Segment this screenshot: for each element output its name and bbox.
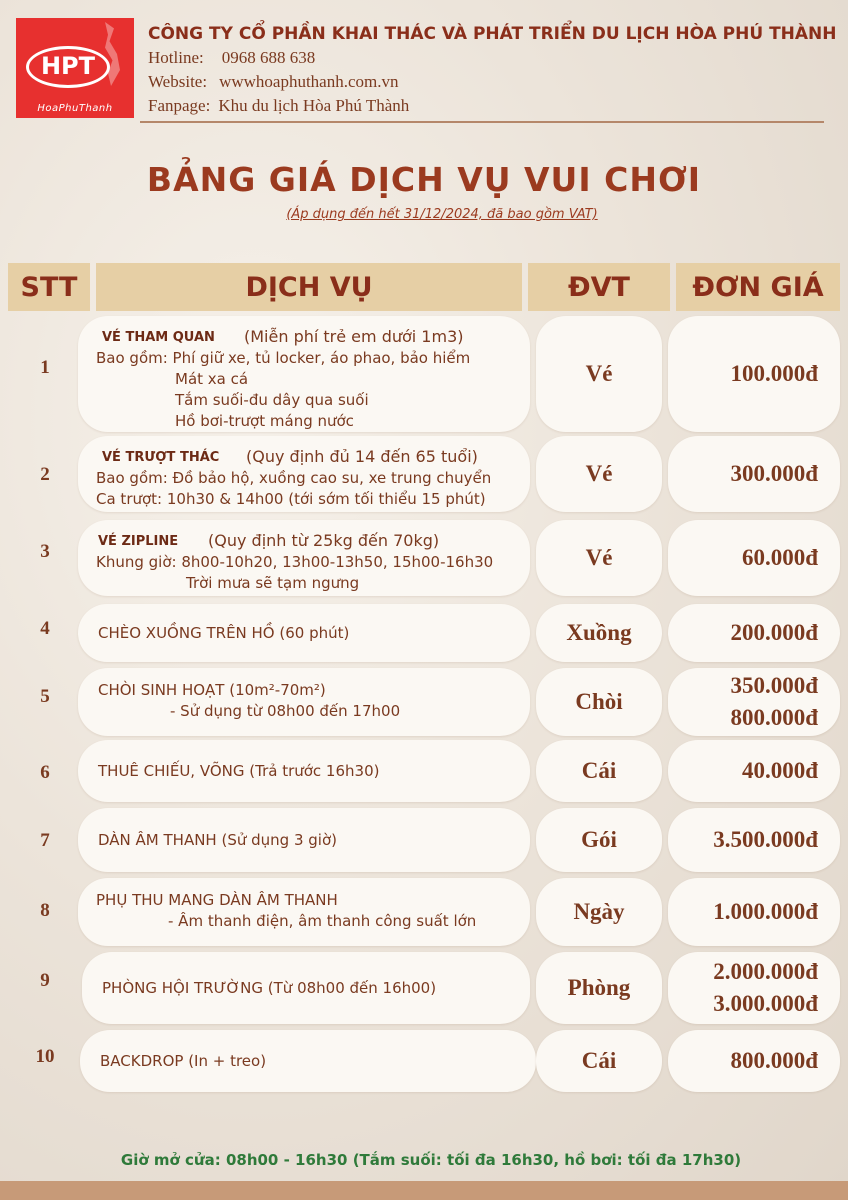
price-value: 350.000đ [730,673,818,698]
column-header-service: DỊCH VỤ [96,263,522,311]
hotline-line [148,48,315,68]
fanpage-label: Fanpage: [148,96,211,115]
unit-cell: Vé [536,520,662,596]
unit-cell: Vé [536,436,662,512]
price-cell [668,436,840,512]
service-detail: PHỤ THU MANG DÀN ÂM THANH [96,891,338,909]
service-cell [78,604,530,662]
service-detail: Hồ bơi-trượt máng nước [175,412,354,430]
service-detail: DÀN ÂM THANH (Sử dụng 3 giờ) [98,830,337,849]
unit-cell: Phòng [536,952,662,1024]
service-note: (Miễn phí trẻ em dưới 1m3) [244,327,464,346]
price-value: 3.000.000đ [713,991,818,1016]
price-value: 3.500.000đ [713,827,818,852]
logo-text: HPT [40,52,96,80]
price-value: 800.000đ [730,705,818,730]
service-cell [78,520,530,596]
row-number: 9 [40,970,50,991]
price-cell [668,668,840,736]
row-number: 4 [40,618,50,639]
price-value: 800.000đ [730,1048,818,1073]
price-value: 1.000.000đ [713,899,818,924]
service-cell [82,952,530,1024]
price-cell [668,1030,840,1092]
price-cell [668,808,840,872]
row-number: 3 [40,541,50,562]
service-cell [78,878,530,946]
service-cell [78,436,530,512]
service-detail: CHÒI SINH HOẠT (10m²-70m²) [98,681,326,699]
service-cell [78,668,530,736]
opening-hours: Giờ mở cửa: 08h00 - 16h30 (Tắm suối: tối đa 16h30, hồ bơi: tối đa 17h30) [120,1151,742,1169]
website-line [148,72,398,92]
price-value: 60.000đ [741,545,818,570]
unit-cell: Xuồng [536,604,662,662]
website-link[interactable]: wwwhoaphuthanh.com.vn [219,72,399,91]
bottom-bar [0,1181,848,1200]
price-cell [668,740,840,802]
page-title: BẢNG GIÁ DỊCH VỤ VUI CHƠI [146,160,702,199]
column-header-unit: ĐVT [528,263,670,311]
service-cell [80,1030,536,1092]
row-number: 10 [35,1046,55,1067]
service-detail: Ca trượt: 10h30 & 14h00 (tới sớm tối thiểu 15 phút) [96,490,486,508]
service-detail: BACKDROP (In + treo) [100,1051,267,1070]
service-note: (Quy định đủ 14 đến 65 tuổi) [246,447,478,466]
service-detail: Mát xa cá [175,370,249,388]
service-name: VÉ THAM QUAN [102,330,215,345]
unit-cell: Vé [536,316,662,432]
service-detail: - Sử dụng từ 08h00 đến 17h00 [170,702,401,720]
service-detail: CHÈO XUỒNG TRÊN HỒ (60 phút) [98,623,350,642]
row-number: 6 [40,762,50,783]
price-cell [668,520,840,596]
price-cell [668,604,840,662]
logo-subtext: HoaPhuThanh [37,103,113,114]
website-label: Website: [148,72,208,91]
unit-cell: Cái [536,1030,662,1092]
service-detail: Bao gồm: Phí giữ xe, tủ locker, áo phao, bảo hiểm [96,349,471,367]
row-number: 1 [40,357,50,378]
price-value: 200.000đ [730,620,818,645]
service-cell [78,808,530,872]
unit-cell: Ngày [536,878,662,946]
service-detail: Trời mưa sẽ tạm ngưng [186,574,360,592]
service-detail: Tắm suối-đu dây qua suối [175,391,369,409]
service-cell [78,740,530,802]
service-note: (Quy định từ 25kg đến 70kg) [208,531,440,550]
unit-cell: Chòi [536,668,662,736]
service-name: VÉ TRƯỢT THÁC [102,450,220,465]
hotline-number[interactable]: 0968 688 638 [221,48,316,67]
service-detail: PHÒNG HỘI TRƯỜNG (Từ 08h00 đến 16h00) [102,978,437,997]
unit-cell: Gói [536,808,662,872]
row-number: 8 [40,900,50,921]
service-name: VÉ ZIPLINE [98,534,179,549]
row-number: 5 [40,686,50,707]
price-value: 100.000đ [730,361,818,386]
price-cell [668,316,840,432]
fanpage-line [148,96,409,116]
service-detail: - Âm thanh điện, âm thanh công suất lớn [168,912,477,930]
fanpage-link[interactable]: Khu du lịch Hòa Phú Thành [218,96,410,115]
service-detail: Khung giờ: 8h00-10h20, 13h00-13h50, 15h00-16h30 [96,553,494,571]
page-subtitle: (Áp dụng đến hết 31/12/2024, đã bao gồm VAT) [286,207,598,222]
column-header-price: ĐƠN GIÁ [676,263,840,311]
service-cell [78,316,530,432]
hotline-label: Hotline: [148,48,204,67]
header-divider [140,121,824,123]
company-logo [16,18,134,118]
column-header-stt: STT [8,263,90,311]
unit-cell: Cái [536,740,662,802]
row-number: 2 [40,464,50,485]
price-cell [668,878,840,946]
company-name: CÔNG TY CỔ PHẦN KHAI THÁC VÀ PHÁT TRIỂN DU LỊCH HÒA PHÚ THÀNH [148,24,837,44]
price-value: 40.000đ [741,758,818,783]
service-detail: THUÊ CHIẾU, VÕNG (Trả trước 16h30) [98,761,380,780]
price-cell [668,952,840,1024]
price-value: 300.000đ [730,461,818,486]
price-value: 2.000.000đ [713,959,818,984]
service-detail: Bao gồm: Đồ bảo hộ, xuồng cao su, xe trung chuyển [96,469,492,487]
row-number: 7 [40,830,50,851]
